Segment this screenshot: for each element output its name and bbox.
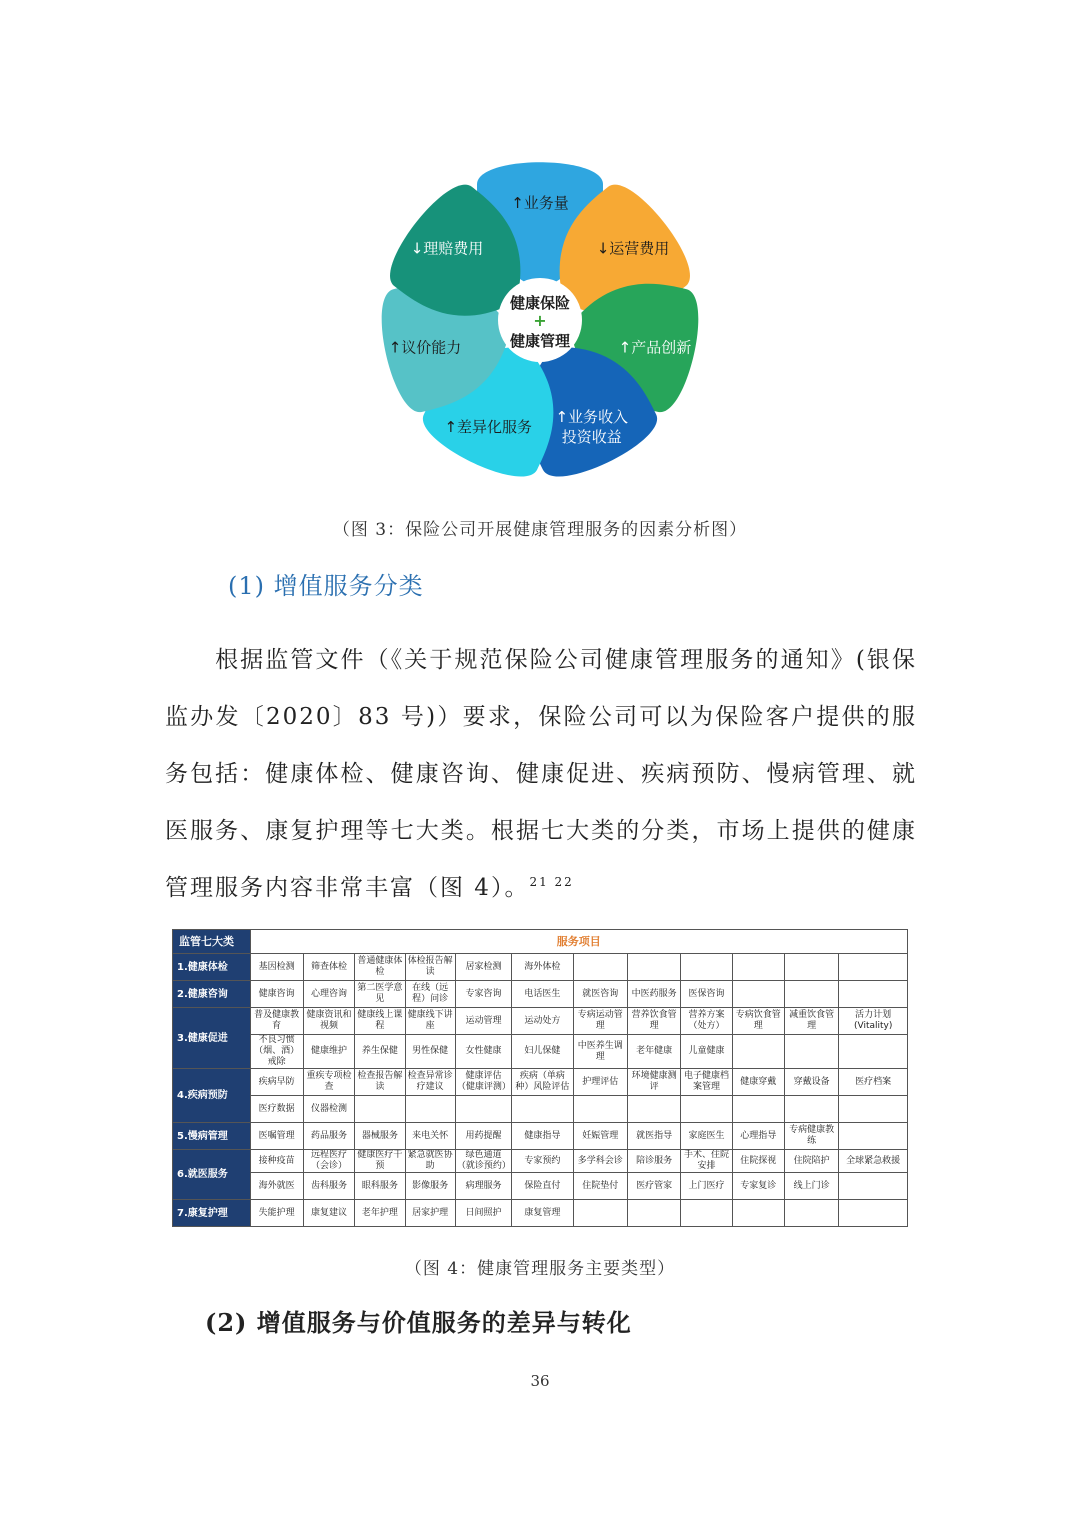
service-cell: 运动处方 (512, 1008, 573, 1035)
service-cell: 妇儿保健 (512, 1035, 573, 1069)
service-cell: 影像服务 (405, 1173, 455, 1200)
service-cell: 日间照护 (455, 1200, 511, 1227)
center-plus: + (533, 311, 547, 330)
service-cell: 医保咨询 (681, 981, 732, 1008)
service-cell: 健康资讯和视频 (303, 1008, 354, 1035)
service-cell (784, 1035, 838, 1069)
category-cell: 5.慢病管理 (173, 1123, 251, 1150)
service-cell: 就医咨询 (573, 981, 627, 1008)
service-cell (732, 1035, 784, 1069)
petal-label-4: ↑业务收入 (555, 408, 629, 427)
figure3-caption: （图 3：保险公司开展健康管理服务的因素分析图） (332, 520, 748, 540)
footnote-refs: 21 22 (529, 875, 574, 889)
service-cell (839, 954, 908, 981)
table-row (173, 1035, 908, 1069)
service-cell: 来电关怀 (405, 1123, 455, 1150)
category-cell: 3.健康促进 (173, 1008, 251, 1069)
service-cell (405, 1096, 455, 1123)
table-row (173, 1200, 908, 1227)
table-row (173, 981, 908, 1008)
service-cell (839, 1096, 908, 1123)
table-row (173, 1069, 908, 1096)
service-cell: 专病饮食管理 (732, 1008, 784, 1035)
service-cell (784, 1096, 838, 1123)
service-cell: 普及健康教育 (250, 1008, 303, 1035)
service-cell: 健康指导 (512, 1123, 573, 1150)
service-cell: 远程医疗（会诊） (303, 1150, 354, 1173)
service-cell: 专病运动管理 (573, 1008, 627, 1035)
service-types-table-figure (172, 929, 908, 1229)
service-cell: 住院垫付 (573, 1173, 627, 1200)
service-cell (839, 1200, 908, 1227)
table-header-services: 服务项目 (250, 930, 908, 954)
petal-label-5: ↑差异化服务 (444, 418, 533, 437)
service-cell: 检查报告解读 (355, 1069, 405, 1096)
service-cell: 健康维护 (303, 1035, 354, 1069)
service-cell (784, 954, 838, 981)
service-cell: 女性健康 (455, 1035, 511, 1069)
service-cell: 全球紧急救援 (839, 1150, 908, 1173)
service-cell (681, 1096, 732, 1123)
service-cell: 中医药服务 (627, 981, 680, 1008)
service-cell: 用药提醒 (455, 1123, 511, 1150)
petal-label-1: ↑业务量 (511, 194, 569, 212)
service-cell: 齿科服务 (303, 1173, 354, 1200)
service-cell (839, 1035, 908, 1069)
category-cell: 7.康复护理 (173, 1200, 251, 1227)
service-cell: 电话医生 (512, 981, 573, 1008)
service-cell: 器械服务 (355, 1123, 405, 1150)
service-cell (681, 954, 732, 981)
service-cell: 营养方案（处方） (681, 1008, 732, 1035)
petal-label-7: ↓理赔费用 (410, 239, 484, 258)
service-cell (627, 954, 680, 981)
service-cell (455, 1096, 511, 1123)
service-cell: 疾病早防 (250, 1069, 303, 1096)
service-cell: 疾病（单病种）风险评估 (512, 1069, 573, 1096)
service-cell: 基因检测 (250, 954, 303, 981)
service-cell: 环境健康测评 (627, 1069, 680, 1096)
page-number: 36 (530, 1372, 550, 1390)
service-cell: 运动管理 (455, 1008, 511, 1035)
service-cell: 住院陪护 (784, 1150, 838, 1173)
service-cell: 紧急就医协助 (405, 1150, 455, 1173)
center-top-label: 健康保险 (509, 294, 571, 312)
table-row (173, 1096, 908, 1123)
section1-heading: (1) 增值服务分类 (228, 572, 424, 600)
service-cell (732, 1200, 784, 1227)
service-cell: 医疗数据 (250, 1096, 303, 1123)
service-cell (573, 1200, 627, 1227)
service-cell: 眼科服务 (355, 1173, 405, 1200)
service-cell: 专家复诊 (732, 1173, 784, 1200)
table-row (173, 1173, 908, 1200)
service-cell: 体检报告解读 (405, 954, 455, 981)
category-cell: 1.健康体检 (173, 954, 251, 981)
service-cell: 老年护理 (355, 1200, 405, 1227)
service-cell: 不良习惯（烟、酒）戒除 (250, 1035, 303, 1069)
petal-label-6: ↑议价能力 (388, 338, 462, 357)
service-cell: 男性保健 (405, 1035, 455, 1069)
service-cell (784, 1200, 838, 1227)
table-row (173, 1123, 908, 1150)
service-cell (512, 1096, 573, 1123)
service-cell: 减重饮食管理 (784, 1008, 838, 1035)
service-cell: 健康评估（健康评测） (455, 1069, 511, 1096)
service-cell: 居家检测 (455, 954, 511, 981)
service-cell: 接种疫苗 (250, 1150, 303, 1173)
center-bottom-label: 健康管理 (509, 332, 571, 350)
service-cell: 手术、住院安排 (681, 1150, 732, 1173)
service-cell (839, 1123, 908, 1150)
petal-label-2: ↓运营费用 (596, 239, 670, 258)
table-row (173, 1150, 908, 1173)
petal-label-4-line2: 投资收益 (561, 428, 622, 447)
service-cell: 多学科会诊 (573, 1150, 627, 1173)
service-cell (573, 954, 627, 981)
service-cell (573, 1096, 627, 1123)
table-row (173, 1008, 908, 1035)
service-cell: 心理指导 (732, 1123, 784, 1150)
service-cell (732, 954, 784, 981)
service-cell: 普通健康体检 (355, 954, 405, 981)
service-cell: 健康线上课程 (355, 1008, 405, 1035)
service-cell: 失能护理 (250, 1200, 303, 1227)
service-cell: 养生保健 (355, 1035, 405, 1069)
service-cell: 在线（远程）问诊 (405, 981, 455, 1008)
service-cell (732, 981, 784, 1008)
service-cell: 检查异常诊疗建议 (405, 1069, 455, 1096)
service-cell: 医疗管家 (627, 1173, 680, 1200)
service-cell: 重疾专项检查 (303, 1069, 354, 1096)
service-cell: 仪器检测 (303, 1096, 354, 1123)
service-cell: 护理评估 (573, 1069, 627, 1096)
service-cell: 活力计划(Vitality) (839, 1008, 908, 1035)
service-cell: 老年健康 (627, 1035, 680, 1069)
service-types-table (172, 929, 908, 1227)
service-cell: 病理服务 (455, 1173, 511, 1200)
table-header-category: 监管七大类 (173, 930, 251, 954)
service-cell: 专家预约 (512, 1150, 573, 1173)
petal-label-3: ↑产品创新 (618, 338, 692, 357)
service-cell: 第二医学意见 (355, 981, 405, 1008)
service-cell: 中医养生调理 (573, 1035, 627, 1069)
service-cell: 健康穿戴 (732, 1069, 784, 1096)
service-cell: 康复管理 (512, 1200, 573, 1227)
service-cell: 心理咨询 (303, 981, 354, 1008)
service-cell: 妊娠管理 (573, 1123, 627, 1150)
service-cell: 上门医疗 (681, 1173, 732, 1200)
service-cell: 健康线下讲座 (405, 1008, 455, 1035)
service-cell: 绿色通道（就诊预约） (456, 1150, 511, 1171)
service-cell (627, 1096, 680, 1123)
service-cell: 保险直付 (512, 1173, 573, 1200)
service-cell (681, 1200, 732, 1227)
figure4-caption: （图 4：健康管理服务主要类型） (404, 1259, 676, 1279)
service-cell: 家庭医生 (681, 1123, 732, 1150)
service-cell: 就医指导 (627, 1123, 680, 1150)
service-cell: 住院探视 (732, 1150, 784, 1173)
service-cell: 健康咨询 (250, 981, 303, 1008)
service-cell: 陪诊服务 (627, 1150, 680, 1173)
category-cell: 2.健康咨询 (173, 981, 251, 1008)
service-cell (839, 981, 908, 1008)
category-cell: 4.疾病预防 (173, 1069, 251, 1123)
service-cell: 专病健康教练 (784, 1123, 838, 1150)
section2-heading: (2) 增值服务与价值服务的差异与转化 (205, 1308, 632, 1337)
service-cell: 海外就医 (250, 1173, 303, 1200)
service-cell: 儿童健康 (681, 1035, 732, 1069)
service-cell: 穿戴设备 (784, 1069, 838, 1096)
service-cell (732, 1096, 784, 1123)
service-cell: 医疗档案 (839, 1069, 908, 1096)
service-cell: 药品服务 (303, 1123, 354, 1150)
service-cell: 专家咨询 (455, 981, 511, 1008)
service-cell: 居家护理 (405, 1200, 455, 1227)
service-cell (627, 1200, 680, 1227)
service-cell: 康复建议 (303, 1200, 354, 1227)
paragraph-text: 根据监管文件（《关于规范保险公司健康管理服务的通知》(银保监办发〔2020〕83 号)）要求，保险公司可以为保险客户提供的服务包括：健康体检、健康咨询、健康促进、疾病预防、慢病管理、就医服务、康复护理等七大类。根据七大类的分类，市场上提供的健康管理服务内容非常丰富（图 4）。 (165, 647, 917, 901)
service-cell: 海外体检 (512, 954, 573, 981)
service-cell: 医嘱管理 (250, 1123, 303, 1150)
factor-flower-diagram (340, 135, 740, 495)
service-cell (839, 1173, 908, 1200)
service-cell (355, 1096, 405, 1123)
service-cell: 筛查体检 (303, 954, 354, 981)
category-cell: 6.就医服务 (173, 1150, 251, 1200)
service-cell (784, 981, 838, 1008)
body-paragraph (165, 632, 917, 917)
service-cell: 电子健康档案管理 (681, 1069, 732, 1096)
service-cell: 营养饮食管理 (627, 1008, 680, 1035)
table-row (173, 954, 908, 981)
service-cell: 健康医疗干预 (355, 1150, 405, 1173)
service-cell: 线上门诊 (784, 1173, 838, 1200)
